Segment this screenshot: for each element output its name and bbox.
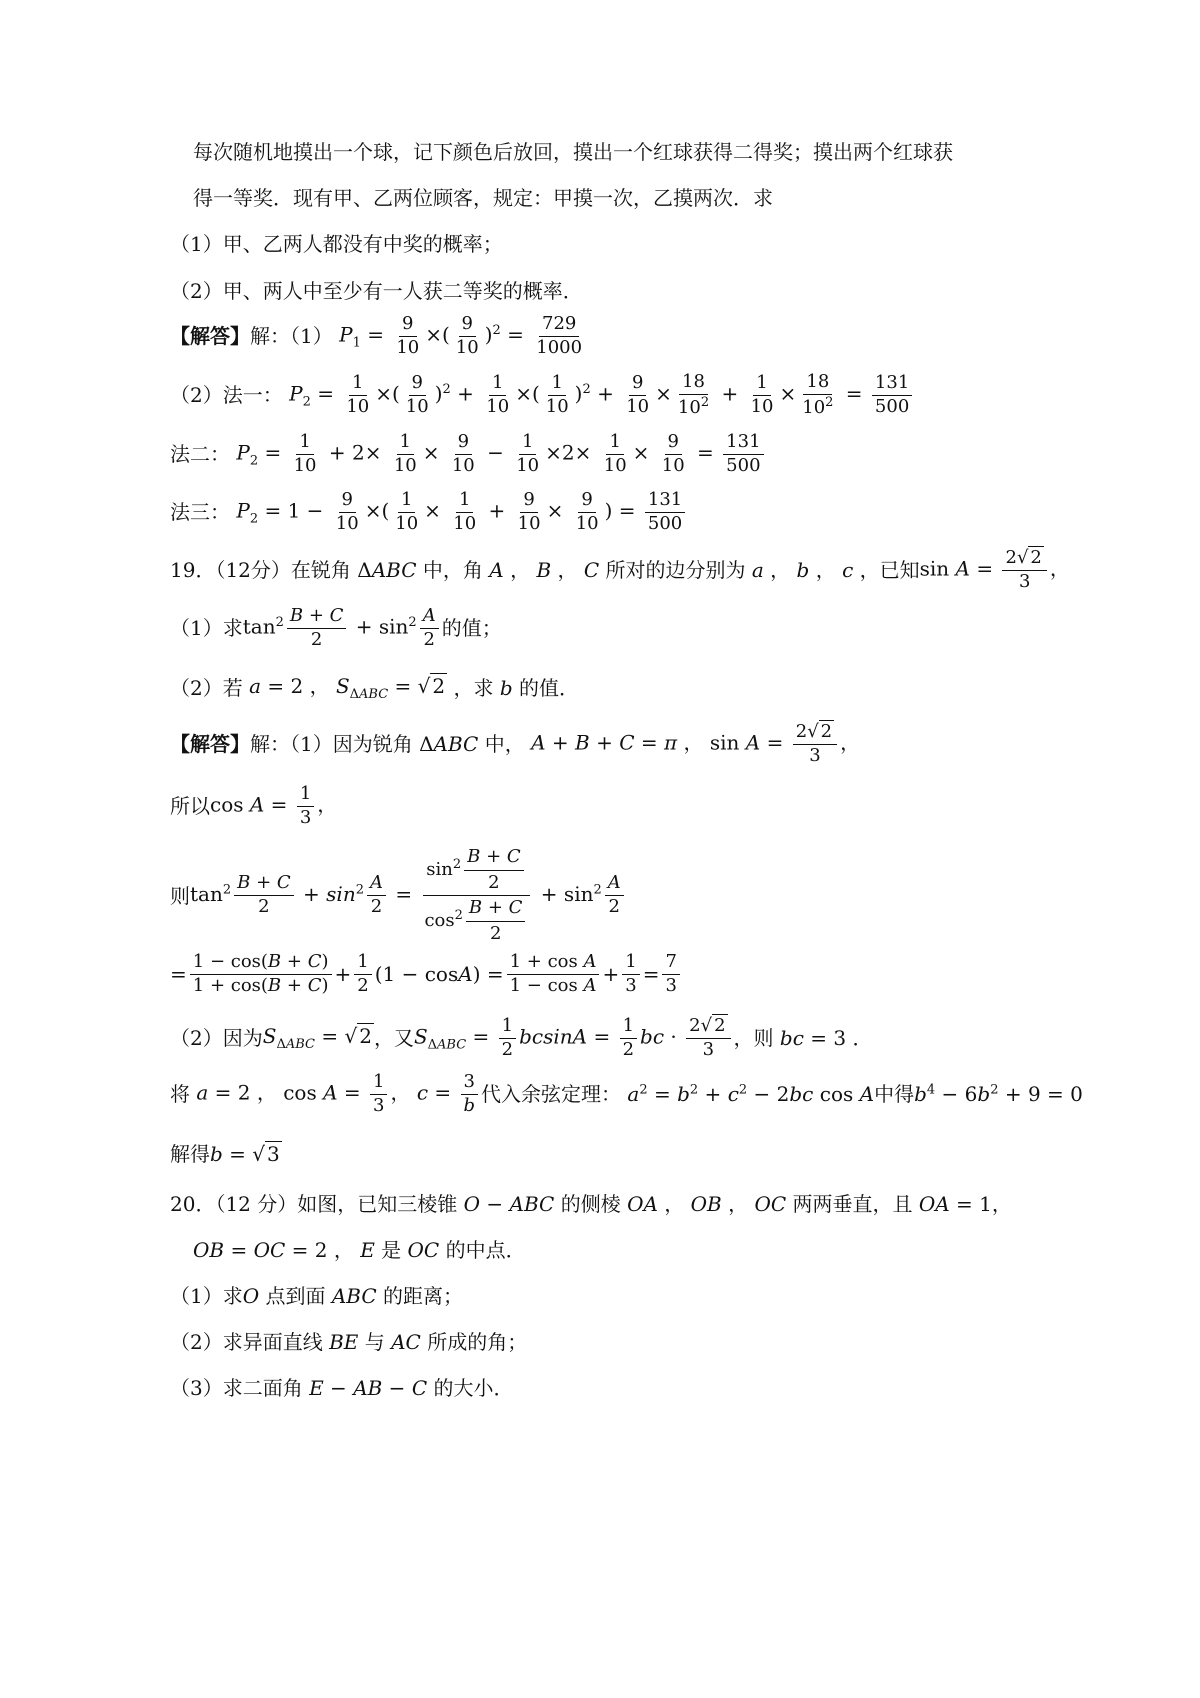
problem20-stem-e: 的中点． (445, 1238, 526, 1262)
formula-area: $S_{\Delta ABC}$ = √ 2 (262, 1023, 372, 1052)
problem20-q3: （3）求二面角 E − AB − C 的大小． (170, 1376, 514, 1400)
problem20-stem-b: 的侧棱 (560, 1192, 621, 1216)
problem19-then-label: 则 (170, 883, 190, 908)
method1-prefix: （2）法一： (170, 383, 283, 408)
problem19-q2-mid: ，求 (453, 676, 494, 701)
problem19-stem-c: 所对的边分别为 (605, 558, 746, 583)
problem20-q3-a: （3）求二面角 (170, 1376, 303, 1400)
problem18-q1: （1）甲、乙两人都没有中奖的概率； (170, 232, 503, 256)
problem19-sol2-d: ． (852, 1026, 873, 1051)
problem19-solution-2 (170, 1016, 872, 1060)
problem18-line2: 得一等奖．现有甲、乙两位顾客，规定：甲摸一次，乙摸两次．求 (193, 186, 773, 210)
problem19-sol2-a: （2）因为 (170, 1026, 263, 1051)
answer-tag: 【解答】 (170, 732, 250, 757)
formula-bc: bc = 3 (779, 1026, 853, 1051)
problem20-q1: （1）求 O 点到面 ABC 的距离； (170, 1284, 464, 1308)
formula-p2-method1: $P_2$ = $\frac{1}{10}$ ×( $\frac{9}{10}$ )$^2$ + $\frac{1}{10}$ ×( $\frac{1}{10}$ )$^2$ + $\frac{9}{10}$ × $\frac{18}{10^2}$ + $\frac{1}{10}$ × $\frac{18}{10^2}$ = $\frac{131}{500}$ (283, 372, 916, 418)
method2-prefix: 法二： (170, 442, 230, 467)
formula-sina: sin A = $\frac{2√ 2}{3}$ ， (919, 547, 1070, 592)
problem18-method3 (170, 490, 688, 534)
problem19-solve: 解得 (170, 1142, 210, 1166)
problem20-q2: （2）求异面直线 BE 与 AC 所成的角； (170, 1330, 528, 1354)
formula-p1: $P_1$ = $\frac{9}{10}$ ×( $\frac{9}{10}$ )$^2$ = $\frac{729}{1000}$ (339, 313, 583, 358)
problem19-final (170, 1142, 282, 1166)
problem19-so: 所以 (170, 794, 210, 819)
problem18-q2: （2）甲、两人中至少有一人获二等奖的概率． (170, 279, 583, 303)
problem20-stem-line2: OB = OC = 2 ， E 是 OC 的中点． (193, 1238, 526, 1262)
problem18-line1: 每次随机地摸出一个球，记下颜色后放回，摸出一个红球获得二得奖；摸出两个红球获 (193, 140, 953, 164)
problem20-stem-d: 是 (381, 1238, 402, 1262)
problem18-solution-2-method1 (170, 372, 915, 418)
problem19-result (170, 952, 683, 996)
problem19-sol2-c: ，则 (733, 1026, 774, 1051)
problem19-q1-prefix: （1）求 (170, 616, 243, 641)
formula-result: = $\frac{1 - \cos(B + C)}{1 + \cos(B + C)}$ + $\frac{1}{2}$ (1 − cos A ) = $\frac{\text{1 + cos A}}{\text{1 − cos A}}$ + $\frac{1}{3}$ = $\frac{7}{3}$ (170, 952, 683, 996)
problem19-cosa (170, 784, 337, 828)
formula-cosine-law: $a^2 = b^2 + c^2 - 2bc$ cos A (627, 1082, 875, 1107)
formula-b-value: b = √ 3 (210, 1142, 280, 1166)
problem19-stem (170, 548, 1070, 592)
problem19-sub-b: 代入余弦定理： (481, 1082, 622, 1107)
problem18-method2 (170, 432, 767, 476)
problem20-q2-b: 与 (364, 1330, 385, 1354)
formula-sub-values: a = 2 ， cos A = $\frac{1}{3}$ ， c = $\frac{3}{b}$ (190, 1072, 481, 1116)
problem19-sub-a: 将 (170, 1082, 190, 1107)
formula-p2-method3: $P_2 = 1$ − $\frac{9}{10}$ ×( $\frac{1}{10}$ × $\frac{1}{10}$ + $\frac{9}{10}$ × $\frac{9}{10}$ ) = $\frac{131}{500}$ (230, 490, 688, 534)
problem20-q2-c: 所成的角； (427, 1330, 528, 1354)
problem19-solution-1: 【解答】 解：（1）因为锐角 ΔABC 中， A + B + C = π ， sin A = $\frac{2√ 2}{3}$ ， (170, 721, 861, 766)
answer-tag: 【解答】 (170, 324, 250, 349)
formula-q2: a = 2 ， $S_{\Delta ABC}$ = √ 2 (249, 674, 446, 702)
solution-prefix: 解：（1） (250, 324, 333, 349)
problem19-q2-prefix: （2）若 (170, 676, 243, 701)
formula-area-2: $S_{\Delta ABC}$ = $\frac{1}{2}$ bcsinA = $\frac{1}{2}$ bc · $\frac{2√ 2}{3}$ (414, 1016, 734, 1060)
problem20-stem-c: 两两垂直，且 (792, 1192, 913, 1216)
problem19-sol-a: 解：（1）因为锐角 (250, 732, 413, 757)
problem19-sol2-b: ，又 (373, 1026, 414, 1051)
formula-tan-expansion: $\tan^2$ $\frac{B + C}{2}$ + $\sin^2$ $\frac{A}{2}$ = $\sin^2$ $\frac{B + C}{2}$ $\cos^2$ $\frac{B + C}{2}$ + $\sin^2$ $\frac{A}{2}$ (190, 846, 627, 945)
problem20-stem-line1: 20．（12 分）如图，已知三棱锥 O − ABC 的侧棱 OA ， OB ， OC 两两垂直，且 OA = 1， (170, 1192, 1012, 1216)
formula-quartic: $b^4 - 6b^2 + 9 = 0$ (914, 1082, 1083, 1107)
problem19-sol-b: 中， (484, 732, 525, 757)
problem20-q1-a: （1）求 (170, 1284, 243, 1308)
problem19-sub-c: 中得 (874, 1082, 915, 1107)
problem19-then (170, 846, 627, 945)
problem20-q1-b: 点到面 (265, 1284, 326, 1308)
problem20-q1-c: 的距离； (383, 1284, 464, 1308)
problem19-stem-b: 中，角 (422, 558, 483, 583)
formula-cosa: cos A = $\frac{1}{3}$ ， (210, 783, 338, 828)
problem19-q1-suffix: 的值； (441, 616, 502, 641)
formula-angle-sum: A + B + C = π ， sin A = $\frac{2√ 2}{3}$ ， (531, 721, 861, 766)
problem19-q2: （2）若 a = 2 ， $S_{\Delta ABC}$ = √ 2 ，求 b 的值． (170, 674, 580, 702)
formula-q1: $\tan^2$ $\frac{B + C}{2}$ + $\sin^2$ $\frac{A}{2}$ (243, 606, 442, 650)
angles-list: A ， B ， C (489, 558, 600, 583)
problem20-q2-a: （2）求异面直线 (170, 1330, 323, 1354)
problem20-q3-b: 的大小． (433, 1376, 514, 1400)
problem19-substitution (170, 1072, 1083, 1116)
triangle-abc: ΔABC (350, 558, 417, 583)
method3-prefix: 法三： (170, 500, 230, 525)
problem19-q2-suffix: 的值． (519, 676, 580, 701)
problem18-solution-1 (170, 314, 588, 358)
formula-p2-method2: $P_2$ = $\frac{1}{10}$ + 2× $\frac{1}{10}$ × $\frac{9}{10}$ − $\frac{1}{10}$ ×2× $\frac{1}{10}$ × $\frac{9}{10}$ = $\frac{131}{500}$ (230, 432, 767, 476)
problem19-stem-d: ，已知 (859, 558, 920, 583)
sides-list: a ， b ， c (751, 558, 854, 583)
problem20-stem-a: 20．（12 分）如图，已知三棱锥 (170, 1192, 458, 1216)
problem19-q1 (170, 606, 502, 650)
problem19-stem-a: 19．（12分）在锐角 (170, 558, 351, 583)
